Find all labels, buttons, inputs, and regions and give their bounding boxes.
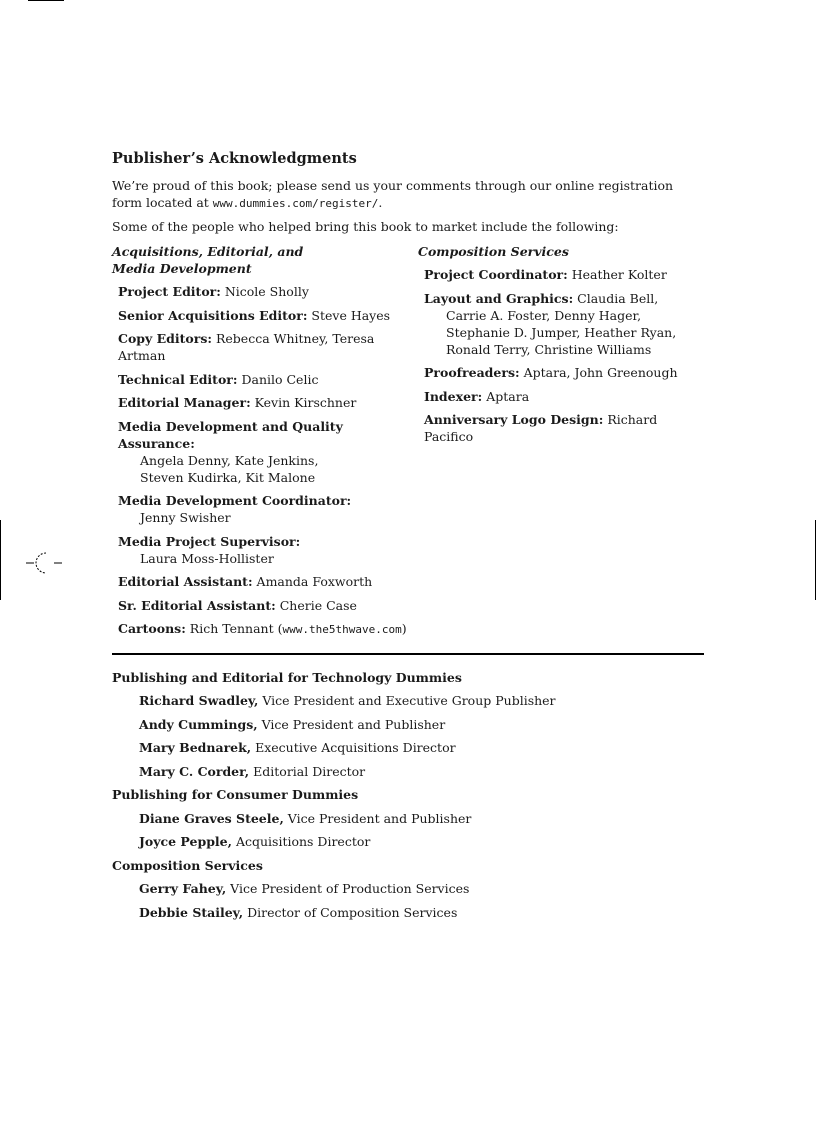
publishing-entry: Mary C. Corder, Editorial Director — [139, 763, 366, 779]
registration-mark-icon — [26, 549, 66, 577]
credit-entry: Copy Editors: Rebecca Whitney, Teresa Artman — [118, 331, 375, 363]
publishing-entry: Gerry Fahey, Vice President of Production Services — [139, 881, 470, 896]
credits-columns — [112, 243, 704, 645]
credit-entry: Proofreaders: Aptara, John Greenough — [424, 365, 678, 380]
credit-entry: Indexer: Aptara — [424, 388, 530, 404]
credit-entry: Editorial Assistant: Amanda Foxworth — [118, 574, 373, 589]
publishing-entry: Richard Swadley, Vice President and Executive Group Publisher — [139, 693, 556, 708]
credit-entry: Anniversary Logo Design: Richard Pacifico — [424, 412, 658, 444]
section-divider — [112, 653, 704, 655]
publishing-entry: Joyce Pepple, Acquisitions Director — [139, 834, 371, 849]
credit-entry: Project Coordinator: Heather Kolter — [424, 267, 667, 282]
crop-mark-left — [0, 520, 1, 600]
credit-entry: Senior Acquisitions Editor: Steve Hayes — [118, 307, 391, 323]
publishing-credits — [112, 669, 704, 921]
crop-mark-top — [28, 0, 64, 1]
publishing-group-heading: Publishing for Consumer Dummies — [112, 787, 359, 802]
publishing-entry: Andy Cummings, Vice President and Publisher — [139, 716, 446, 732]
intro-paragraph: We’re proud of this book; please send us your comments through our online registration form located at www.dummies.com/register/. — [112, 178, 674, 210]
credit-entry: Layout and Graphics: Claudia Bell, Carrie A. Foster, Denny Hager, Stephanie D. Jumper, Heather Ryan, Ronald Terry, Christine Williams — [424, 290, 677, 357]
credit-entry: Technical Editor: Danilo Celic — [118, 371, 319, 387]
right-credits-column — [418, 243, 704, 645]
section-heading-composition: Composition Services — [418, 244, 569, 259]
cartoons-link[interactable]: www.the5thwave.com — [282, 623, 402, 636]
credit-entry: Media Development Coordinator: Jenny Swisher — [118, 493, 352, 525]
publishing-entry: Debbie Stailey, Director of Composition Services — [139, 904, 458, 920]
credit-entry: Media Development and Quality Assurance: Angela Denny, Kate Jenkins, Steven Kudirka, Kit Malone — [118, 418, 343, 485]
publishing-entry: Diane Graves Steele, Vice President and Publisher — [139, 810, 472, 826]
acknowledgments-page — [112, 150, 704, 927]
publishing-group-heading: Composition Services — [112, 857, 263, 873]
credit-entry: Project Editor: Nicole Sholly — [118, 284, 309, 299]
section-heading-acquisitions: Acquisitions, Editorial, and Media Development — [112, 244, 304, 276]
credit-entry: Editorial Manager: Kevin Kirschner — [118, 395, 357, 410]
intro-paragraph-2: Some of the people who helped bring this book to market include the following: — [112, 219, 619, 234]
publishing-group-heading: Publishing and Editorial for Technology Dummies — [112, 669, 462, 685]
credit-entry: Sr. Editorial Assistant: Cherie Case — [118, 597, 357, 613]
page-title: Publisher’s Acknowledgments — [112, 150, 357, 167]
left-credits-column — [112, 243, 418, 645]
credit-entry: Cartoons: Rich Tennant (www.the5thwave.com) — [118, 621, 407, 636]
credit-entry: Media Project Supervisor: Laura Moss-Hollister — [118, 533, 301, 566]
register-link[interactable]: www.dummies.com/register/ — [212, 197, 379, 210]
publishing-entry: Mary Bednarek, Executive Acquisitions Director — [139, 740, 456, 755]
